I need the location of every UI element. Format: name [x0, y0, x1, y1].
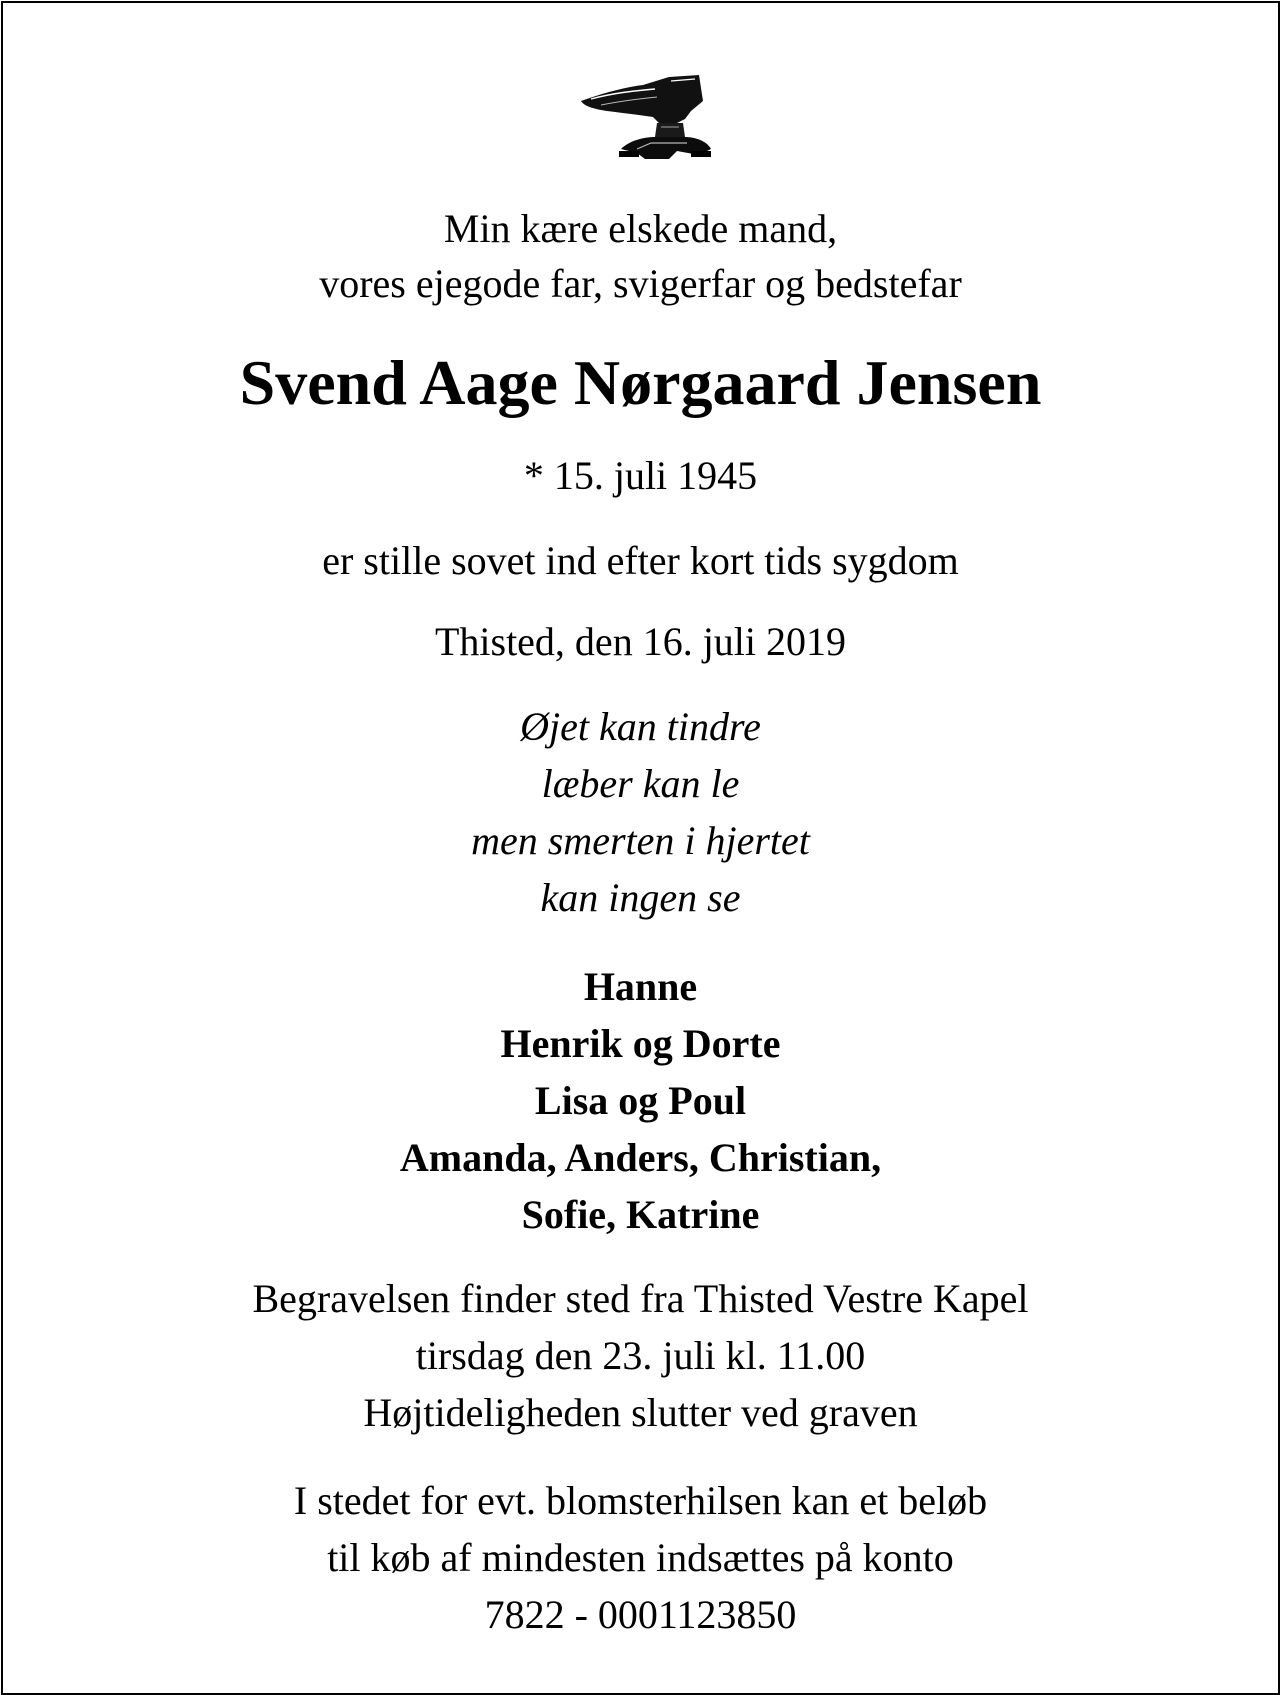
family-line-5: Sofie, Katrine [521, 1192, 760, 1237]
family-line-3: Lisa og Poul [534, 1078, 747, 1123]
family-line-2: Henrik og Dorte [500, 1021, 781, 1066]
funeral-line-3: Højtideligheden slutter ved graven [363, 1390, 918, 1435]
family-line-1: Hanne [583, 964, 698, 1009]
funeral-line-2: tirsdag den 23. juli kl. 11.00 [415, 1333, 866, 1378]
deceased-name: Svend Aage Nørgaard Jensen [239, 347, 1042, 418]
family-line-4: Amanda, Anders, Christian, [399, 1135, 882, 1180]
intro-line-2: vores ejegode far, svigerfar og bedstefar [319, 261, 962, 306]
verse-line-2: læber kan le [541, 761, 740, 806]
verse-line-3: men smerten i hjertet [471, 818, 810, 863]
obituary-frame [1, 1, 1280, 1695]
donation-line-2: til køb af mindesten indsættes på konto [327, 1535, 954, 1580]
anvil-icon [573, 71, 713, 166]
donation-line-1: I stedet for evt. blomsterhilsen kan et beløb [293, 1478, 988, 1523]
funeral-line-1: Begravelsen finder sted fra Thisted Vestre Kapel [252, 1276, 1029, 1321]
place-and-date: Thisted, den 16. juli 2019 [434, 619, 847, 664]
verse-line-4: kan ingen se [540, 875, 741, 920]
birth-date: * 15. juli 1945 [523, 453, 758, 498]
verse-line-1: Øjet kan tindre [520, 704, 761, 749]
donation-account: 7822 - 0001123850 [484, 1592, 797, 1637]
passing-statement: er stille sovet ind efter kort tids sygdom [322, 538, 959, 583]
intro-line-1: Min kære elskede mand, [443, 206, 838, 251]
